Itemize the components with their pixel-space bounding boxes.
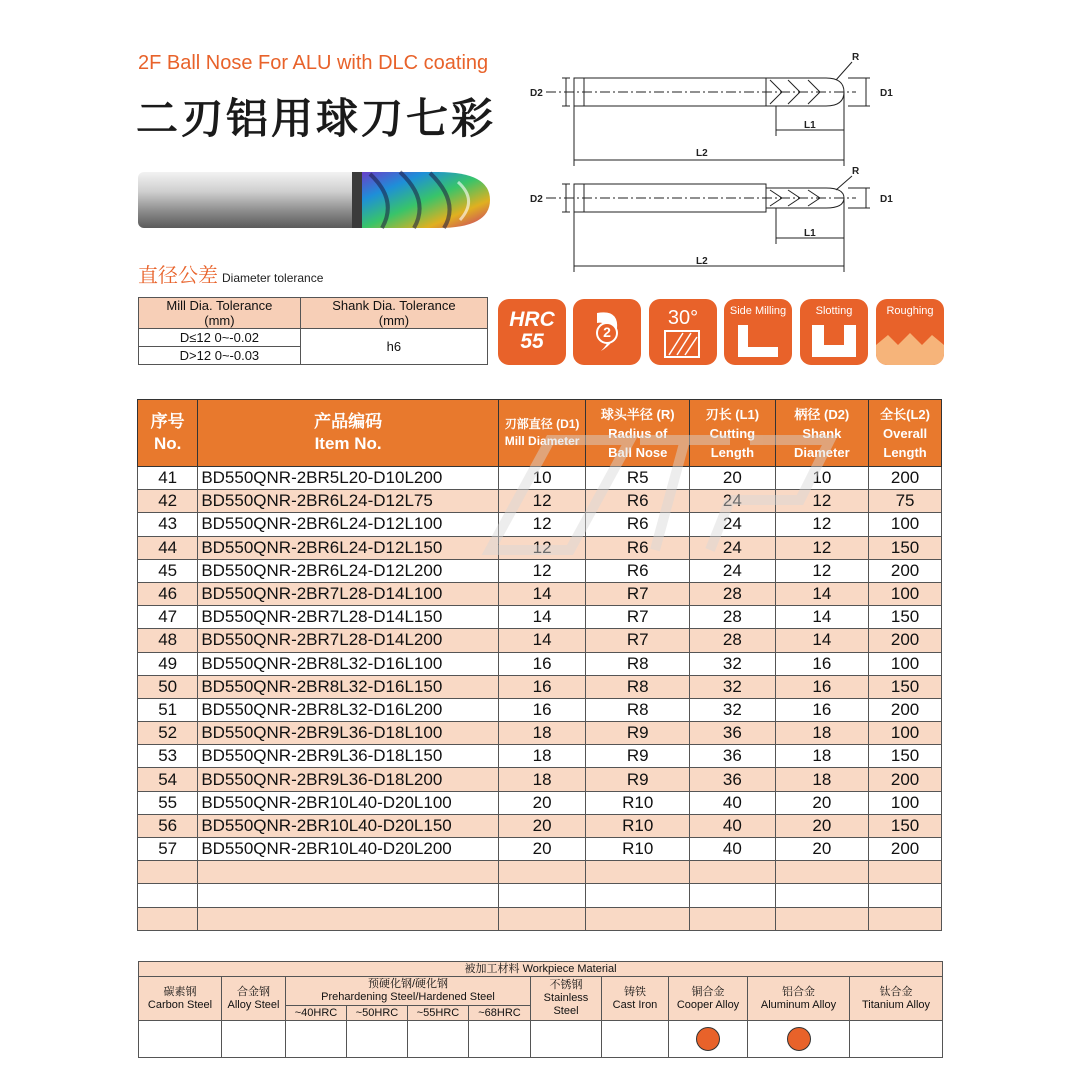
table-row <box>138 675 942 698</box>
table-row <box>138 814 942 837</box>
cell-l1: 24 <box>690 513 775 536</box>
cell-item: BD550QNR-2BR7L28-D14L150 <box>198 606 499 629</box>
cell-l2: 100 <box>869 652 942 675</box>
cell-l1: 32 <box>690 675 775 698</box>
flute-count: 2 <box>603 324 611 340</box>
cell-no: 56 <box>138 814 198 837</box>
cell-d1: 12 <box>498 536 585 559</box>
table-row-empty <box>138 861 942 884</box>
mat-copper <box>669 977 748 1021</box>
col-l1-en2: Length <box>710 444 755 460</box>
cell-d2 <box>775 861 869 884</box>
cell-d1: 12 <box>498 513 585 536</box>
cell-no: 47 <box>138 606 198 629</box>
cell-l1: 32 <box>690 698 775 721</box>
cell-d1: 12 <box>498 559 585 582</box>
cell-l2 <box>869 861 942 884</box>
cell-r: R9 <box>586 745 690 768</box>
label-d2-top: D2 <box>530 88 543 99</box>
slotting-label: Slotting <box>815 305 853 317</box>
cell-d2: 18 <box>775 722 869 745</box>
cell-l2: 150 <box>869 745 942 768</box>
col-item-cn: 产品编码 <box>314 412 383 431</box>
cell-l1 <box>690 884 775 907</box>
cell-item: BD550QNR-2BR8L32-D16L200 <box>198 698 499 721</box>
tolerance-table <box>138 297 488 365</box>
mat-aluminum-en: Aluminum Alloy <box>760 998 837 1011</box>
cell-r: R10 <box>586 791 690 814</box>
suit-alloy <box>222 1021 286 1058</box>
cell-l1: 28 <box>690 606 775 629</box>
cell-item <box>198 861 499 884</box>
suit-hrc50 <box>347 1021 408 1058</box>
mat-castiron <box>602 977 669 1021</box>
cell-d1: 14 <box>498 582 585 605</box>
dimension-diagram <box>526 48 898 282</box>
cell-d1: 12 <box>498 490 585 513</box>
col-no-header <box>138 400 198 467</box>
cell-r: R7 <box>586 606 690 629</box>
col-d2-header <box>775 400 869 467</box>
cell-d1: 18 <box>498 768 585 791</box>
cell-l2: 200 <box>869 467 942 490</box>
cell-d1: 16 <box>498 652 585 675</box>
mat-aluminum-cn: 铝合金 <box>782 985 815 998</box>
material-table <box>138 961 943 1058</box>
tol-row-2: D>12 0~-0.03 <box>139 347 301 365</box>
cell-l2: 200 <box>869 559 942 582</box>
col-l2-en2: Length <box>883 444 927 460</box>
table-row <box>138 838 942 861</box>
cell-l1: 40 <box>690 791 775 814</box>
mat-alloy-cn: 合金钢 <box>237 985 270 998</box>
cell-r: R7 <box>586 582 690 605</box>
flute-icon <box>573 299 641 365</box>
col-d1-cn: 刃部直径 (D1) <box>504 417 580 431</box>
cell-l2: 150 <box>869 606 942 629</box>
label-d1-top: D1 <box>880 88 893 99</box>
cell-l1: 40 <box>690 814 775 837</box>
suit-stainless <box>531 1021 602 1058</box>
cell-r: R10 <box>586 814 690 837</box>
cell-d2: 20 <box>775 791 869 814</box>
label-l2-top: L2 <box>696 148 708 159</box>
cell-r: R8 <box>586 698 690 721</box>
suit-hrc40 <box>286 1021 347 1058</box>
col-l2-header <box>869 400 942 467</box>
cell-d1: 20 <box>498 791 585 814</box>
suit-carbon <box>139 1021 222 1058</box>
tol-shank-value: h6 <box>300 329 487 365</box>
title-cn: 二刃铝用球刀七彩 <box>136 94 497 143</box>
cell-r: R8 <box>586 652 690 675</box>
mat-hardened <box>286 977 531 1006</box>
col-l1-cn: 刃长 (L1) <box>705 406 760 422</box>
table-row <box>138 467 942 490</box>
cell-l1: 24 <box>690 559 775 582</box>
suit-titanium <box>850 1021 943 1058</box>
col-item-header <box>198 400 499 467</box>
col-r-en1: Radius of <box>608 425 668 441</box>
col-d2-en1: Shank <box>802 425 842 441</box>
mat-stainless-cn: 不锈钢 <box>549 979 583 991</box>
table-row <box>138 698 942 721</box>
cell-item: BD550QNR-2BR6L24-D12L150 <box>198 536 499 559</box>
suitable-dot-icon <box>787 1027 811 1051</box>
product-table <box>137 399 942 931</box>
table-row <box>138 582 942 605</box>
cell-item: BD550QNR-2BR10L40-D20L150 <box>198 814 499 837</box>
col-r-cn: 球头半径 (R) <box>600 406 675 422</box>
suit-hrc55 <box>408 1021 469 1058</box>
cell-l2: 200 <box>869 698 942 721</box>
mat-copper-cn: 铜合金 <box>691 985 725 998</box>
cell-item: BD550QNR-2BR7L28-D14L200 <box>198 629 499 652</box>
tolerance-title-cn: 直径公差 <box>138 263 218 287</box>
hrc-value: 55 <box>520 330 544 353</box>
hrc-label: HRC <box>509 308 555 331</box>
mat-hardened-en: Prehardening Steel/Hardened Steel <box>321 991 495 1003</box>
mat-hrc55: ~55HRC <box>408 1006 469 1021</box>
cell-d1 <box>498 907 585 930</box>
cell-d2: 12 <box>775 513 869 536</box>
mat-castiron-en: Cast Iron <box>612 998 658 1011</box>
suit-castiron <box>602 1021 669 1058</box>
cell-d1: 20 <box>498 838 585 861</box>
table-row <box>138 559 942 582</box>
cell-d2: 16 <box>775 698 869 721</box>
table-row <box>138 791 942 814</box>
cell-l2 <box>869 884 942 907</box>
cell-r <box>586 907 690 930</box>
mat-hrc68: ~68HRC <box>469 1006 531 1021</box>
helix-angle-value: 30° <box>667 307 699 329</box>
roughing-icon <box>876 299 944 365</box>
cell-r: R8 <box>586 675 690 698</box>
tool-image <box>138 162 490 238</box>
cell-item: BD550QNR-2BR6L24-D12L100 <box>198 513 499 536</box>
cell-r: R9 <box>586 768 690 791</box>
mat-carbon-en: Carbon Steel <box>147 998 213 1011</box>
cell-no <box>138 907 198 930</box>
cell-d1: 20 <box>498 814 585 837</box>
cell-l2: 200 <box>869 629 942 652</box>
cell-no: 49 <box>138 652 198 675</box>
side-milling-label: Side Milling <box>729 305 787 317</box>
cell-d2: 20 <box>775 838 869 861</box>
title-en: 2F Ball Nose For ALU with DLC coating <box>138 52 489 74</box>
table-row <box>138 768 942 791</box>
label-d2-bottom: D2 <box>530 194 543 205</box>
col-l1-header <box>690 400 775 467</box>
mat-carbon-cn: 碳素钢 <box>163 985 197 998</box>
cell-no <box>138 884 198 907</box>
tolerance-title-en: Diameter tolerance <box>222 271 324 285</box>
mat-copper-en: Cooper Alloy <box>676 998 740 1011</box>
cell-no: 46 <box>138 582 198 605</box>
mat-titanium-en: Titanium Alloy <box>861 998 931 1011</box>
mat-alloy <box>222 977 286 1021</box>
col-l1-en1: Cutting <box>709 425 756 441</box>
hrc-icon <box>498 299 566 365</box>
suit-hrc68 <box>469 1021 531 1058</box>
cell-d2: 18 <box>775 768 869 791</box>
cell-l1: 24 <box>690 536 775 559</box>
cell-l2: 150 <box>869 814 942 837</box>
cell-d1: 14 <box>498 606 585 629</box>
table-row <box>138 722 942 745</box>
col-l2-en1: Overall <box>883 425 928 441</box>
cell-d1: 14 <box>498 629 585 652</box>
mat-carbon <box>139 977 222 1021</box>
cell-item: BD550QNR-2BR5L20-D10L200 <box>198 467 499 490</box>
cell-d1: 16 <box>498 675 585 698</box>
cell-item: BD550QNR-2BR6L24-D12L75 <box>198 490 499 513</box>
cell-d2: 14 <box>775 629 869 652</box>
mat-stainless-en: Stainless Steel <box>543 992 589 1017</box>
table-row-empty <box>138 884 942 907</box>
cell-no: 53 <box>138 745 198 768</box>
table-row <box>138 536 942 559</box>
cell-no: 44 <box>138 536 198 559</box>
mat-titanium-cn: 钛合金 <box>879 985 913 998</box>
cell-l1: 36 <box>690 722 775 745</box>
cell-r: R6 <box>586 513 690 536</box>
cell-item: BD550QNR-2BR9L36-D18L100 <box>198 722 499 745</box>
cell-l1: 28 <box>690 582 775 605</box>
col-l2-cn: 全长(L2) <box>880 406 930 422</box>
mat-titanium <box>850 977 943 1021</box>
cell-item: BD550QNR-2BR10L40-D20L200 <box>198 838 499 861</box>
cell-item: BD550QNR-2BR10L40-D20L100 <box>198 791 499 814</box>
cell-l1 <box>690 861 775 884</box>
cell-d2 <box>775 884 869 907</box>
cell-r: R7 <box>586 629 690 652</box>
cell-l1: 36 <box>690 745 775 768</box>
cell-item <box>198 907 499 930</box>
cell-no: 52 <box>138 722 198 745</box>
cell-r: R6 <box>586 536 690 559</box>
cell-l2: 100 <box>869 791 942 814</box>
cell-d2: 12 <box>775 559 869 582</box>
tol-header-mill: Mill Dia. Tolerance (mm) <box>139 298 301 329</box>
cell-d1: 16 <box>498 698 585 721</box>
helix-angle-icon <box>649 299 717 365</box>
side-milling-icon <box>724 299 792 365</box>
table-row <box>138 606 942 629</box>
suit-copper <box>669 1021 748 1058</box>
suit-aluminum <box>748 1021 850 1058</box>
cell-item: BD550QNR-2BR9L36-D18L200 <box>198 768 499 791</box>
cell-l2: 100 <box>869 582 942 605</box>
cell-no: 41 <box>138 467 198 490</box>
cell-l1: 28 <box>690 629 775 652</box>
cell-d2: 20 <box>775 814 869 837</box>
cell-l2: 200 <box>869 768 942 791</box>
cell-item: BD550QNR-2BR7L28-D14L100 <box>198 582 499 605</box>
tolerance-title <box>138 259 323 288</box>
cell-d1 <box>498 884 585 907</box>
cell-d2: 12 <box>775 490 869 513</box>
cell-no: 48 <box>138 629 198 652</box>
col-item-en: Item No. <box>314 434 382 453</box>
col-no-cn: 序号 <box>150 412 185 431</box>
cell-r: R5 <box>586 467 690 490</box>
cell-item <box>198 884 499 907</box>
cell-l1: 36 <box>690 768 775 791</box>
cell-no <box>138 861 198 884</box>
cell-r: R6 <box>586 490 690 513</box>
label-r-top: R <box>852 52 860 63</box>
cell-d2: 12 <box>775 536 869 559</box>
mat-stainless <box>531 977 602 1021</box>
cell-item: BD550QNR-2BR9L36-D18L150 <box>198 745 499 768</box>
mat-hardened-cn: 预硬化钢/硬化钢 <box>367 978 449 990</box>
col-d1-header <box>498 400 585 467</box>
mat-hrc50: ~50HRC <box>347 1006 408 1021</box>
col-d1-en: Mill Diameter <box>504 434 580 448</box>
table-row <box>138 652 942 675</box>
cell-no: 43 <box>138 513 198 536</box>
cell-l2: 150 <box>869 675 942 698</box>
cell-d2: 18 <box>775 745 869 768</box>
cell-l1 <box>690 907 775 930</box>
cell-l1: 20 <box>690 467 775 490</box>
tol-row-1: D≤12 0~-0.02 <box>139 329 301 347</box>
cell-no: 42 <box>138 490 198 513</box>
cell-no: 54 <box>138 768 198 791</box>
cell-d2: 16 <box>775 652 869 675</box>
cell-r <box>586 861 690 884</box>
table-row <box>138 513 942 536</box>
cell-d2 <box>775 907 869 930</box>
col-d2-cn: 柄径 (D2) <box>794 406 850 422</box>
cell-d2: 16 <box>775 675 869 698</box>
cell-d1: 18 <box>498 745 585 768</box>
cell-item: BD550QNR-2BR8L32-D16L100 <box>198 652 499 675</box>
cell-l2: 75 <box>869 490 942 513</box>
cell-l2 <box>869 907 942 930</box>
cell-r: R10 <box>586 838 690 861</box>
table-header-row <box>138 400 942 467</box>
slotting-icon <box>800 299 868 365</box>
mat-aluminum <box>748 977 850 1021</box>
table-row <box>138 490 942 513</box>
cell-l1: 40 <box>690 838 775 861</box>
col-r-header <box>586 400 690 467</box>
label-d1-bottom: D1 <box>880 194 893 205</box>
col-no-en: No. <box>153 434 182 453</box>
label-l2-bottom: L2 <box>696 256 708 267</box>
cell-r: R6 <box>586 559 690 582</box>
cell-d2: 14 <box>775 606 869 629</box>
col-d2-en2: Diameter <box>794 444 850 460</box>
col-r-en2: Ball Nose <box>608 444 668 460</box>
cell-no: 50 <box>138 675 198 698</box>
label-r-bottom: R <box>852 166 860 177</box>
roughing-label: Roughing <box>886 305 934 317</box>
cell-d1: 18 <box>498 722 585 745</box>
cell-no: 57 <box>138 838 198 861</box>
cell-l2: 100 <box>869 722 942 745</box>
cell-item: BD550QNR-2BR8L32-D16L150 <box>198 675 499 698</box>
suitable-dot-icon <box>696 1027 720 1051</box>
material-title: 被加工材料 Workpiece Material <box>139 962 943 977</box>
cell-no: 55 <box>138 791 198 814</box>
cell-d1 <box>498 861 585 884</box>
label-l1-bottom: L1 <box>804 228 816 239</box>
cell-r: R9 <box>586 722 690 745</box>
cell-no: 45 <box>138 559 198 582</box>
table-row <box>138 745 942 768</box>
tol-header-shank: Shank Dia. Tolerance (mm) <box>300 298 487 329</box>
cell-l2: 150 <box>869 536 942 559</box>
cell-r <box>586 884 690 907</box>
cell-no: 51 <box>138 698 198 721</box>
cell-item: BD550QNR-2BR6L24-D12L200 <box>198 559 499 582</box>
cell-d1: 10 <box>498 467 585 490</box>
table-row-empty <box>138 907 942 930</box>
mat-hrc40: ~40HRC <box>286 1006 347 1021</box>
cell-d2: 14 <box>775 582 869 605</box>
cell-l1: 32 <box>690 652 775 675</box>
cell-d2: 10 <box>775 467 869 490</box>
table-row <box>138 629 942 652</box>
cell-l1: 24 <box>690 490 775 513</box>
mat-castiron-cn: 铸铁 <box>624 985 646 998</box>
cell-l2: 100 <box>869 513 942 536</box>
cell-l2: 200 <box>869 838 942 861</box>
mat-alloy-en: Alloy Steel <box>227 998 280 1011</box>
label-l1-top: L1 <box>804 120 816 131</box>
